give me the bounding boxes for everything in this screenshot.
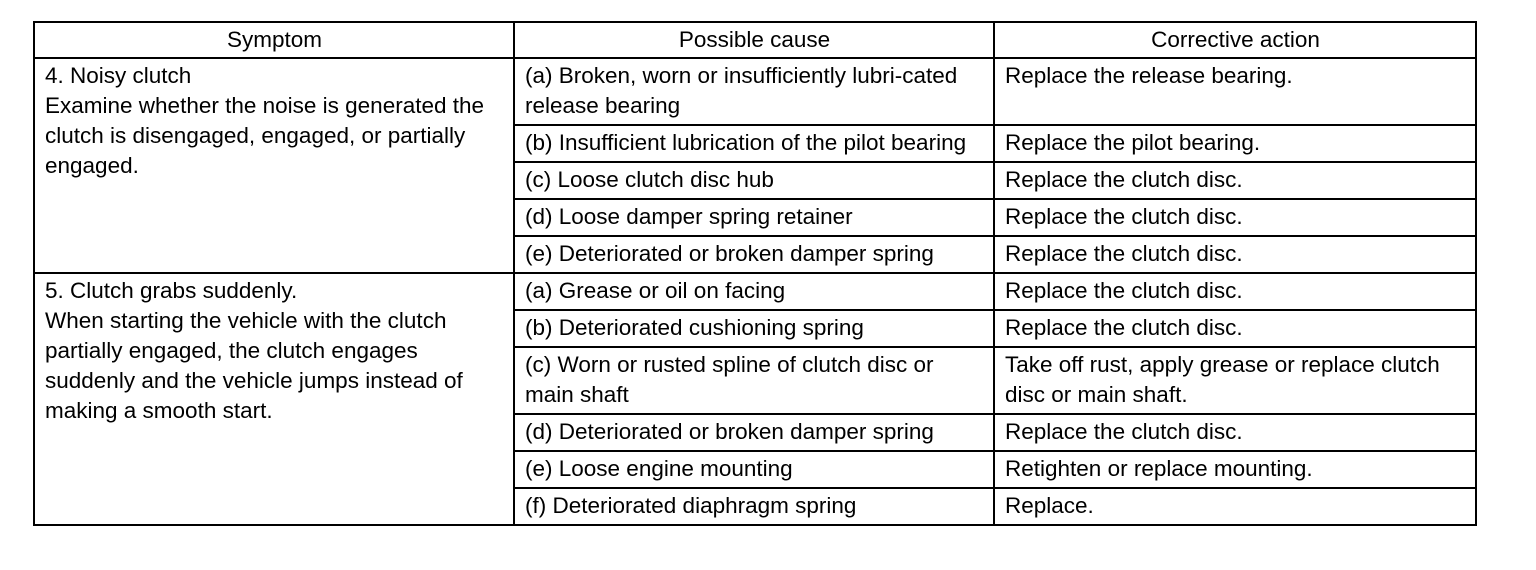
action-cell: Replace the release bearing. [994, 58, 1476, 125]
header-symptom: Symptom [34, 22, 514, 58]
symptom-cell-noisy-clutch [34, 58, 514, 273]
cause-cell: (a) Grease or oil on facing [514, 273, 994, 310]
action-cell: Replace the clutch disc. [994, 199, 1476, 236]
cause-cell: (c) Loose clutch disc hub [514, 162, 994, 199]
action-cell: Replace. [994, 488, 1476, 525]
action-cell: Replace the clutch disc. [994, 236, 1476, 273]
action-cell: Retighten or replace mounting. [994, 451, 1476, 488]
action-cell: Take off rust, apply grease or replace clutch disc or main shaft. [994, 347, 1476, 414]
action-cell: Replace the clutch disc. [994, 414, 1476, 451]
symptom-title: 5. Clutch grabs suddenly. [45, 278, 298, 303]
symptom-cell-clutch-grabs [34, 273, 514, 525]
cause-cell: (c) Worn or rusted spline of clutch disc or main shaft [514, 347, 994, 414]
action-cell: Replace the clutch disc. [994, 310, 1476, 347]
cause-cell: (d) Deteriorated or broken damper spring [514, 414, 994, 451]
action-cell: Replace the clutch disc. [994, 273, 1476, 310]
cause-cell: (a) Broken, worn or insufficiently lubri-​cated release bearing [514, 58, 994, 125]
cause-cell: (f) Deteriorated diaphragm spring [514, 488, 994, 525]
action-cell: Replace the pilot bearing. [994, 125, 1476, 162]
header-corrective-action: Corrective action [994, 22, 1476, 58]
table-row [34, 273, 1476, 310]
symptom-description: Examine whether the noise is generated the clutch is disengaged, engaged, or partially engaged. [45, 93, 485, 178]
troubleshooting-table [33, 21, 1477, 526]
table-row [34, 58, 1476, 125]
header-row [34, 22, 1476, 58]
cause-cell: (b) Insufficient lubrication of the pilot bearing [514, 125, 994, 162]
cause-cell: (b) Deteriorated cushioning spring [514, 310, 994, 347]
cause-cell: (d) Loose damper spring retainer [514, 199, 994, 236]
symptom-title: 4. Noisy clutch [45, 63, 192, 88]
cause-cell: (e) Deteriorated or broken damper spring [514, 236, 994, 273]
header-possible-cause: Possible cause [514, 22, 994, 58]
action-cell: Replace the clutch disc. [994, 162, 1476, 199]
symptom-description: When starting the vehicle with the clutch partially engaged, the clutch engages suddenly and the vehicle jumps instead of making a smooth start. [45, 308, 463, 423]
cause-cell: (e) Loose engine mounting [514, 451, 994, 488]
